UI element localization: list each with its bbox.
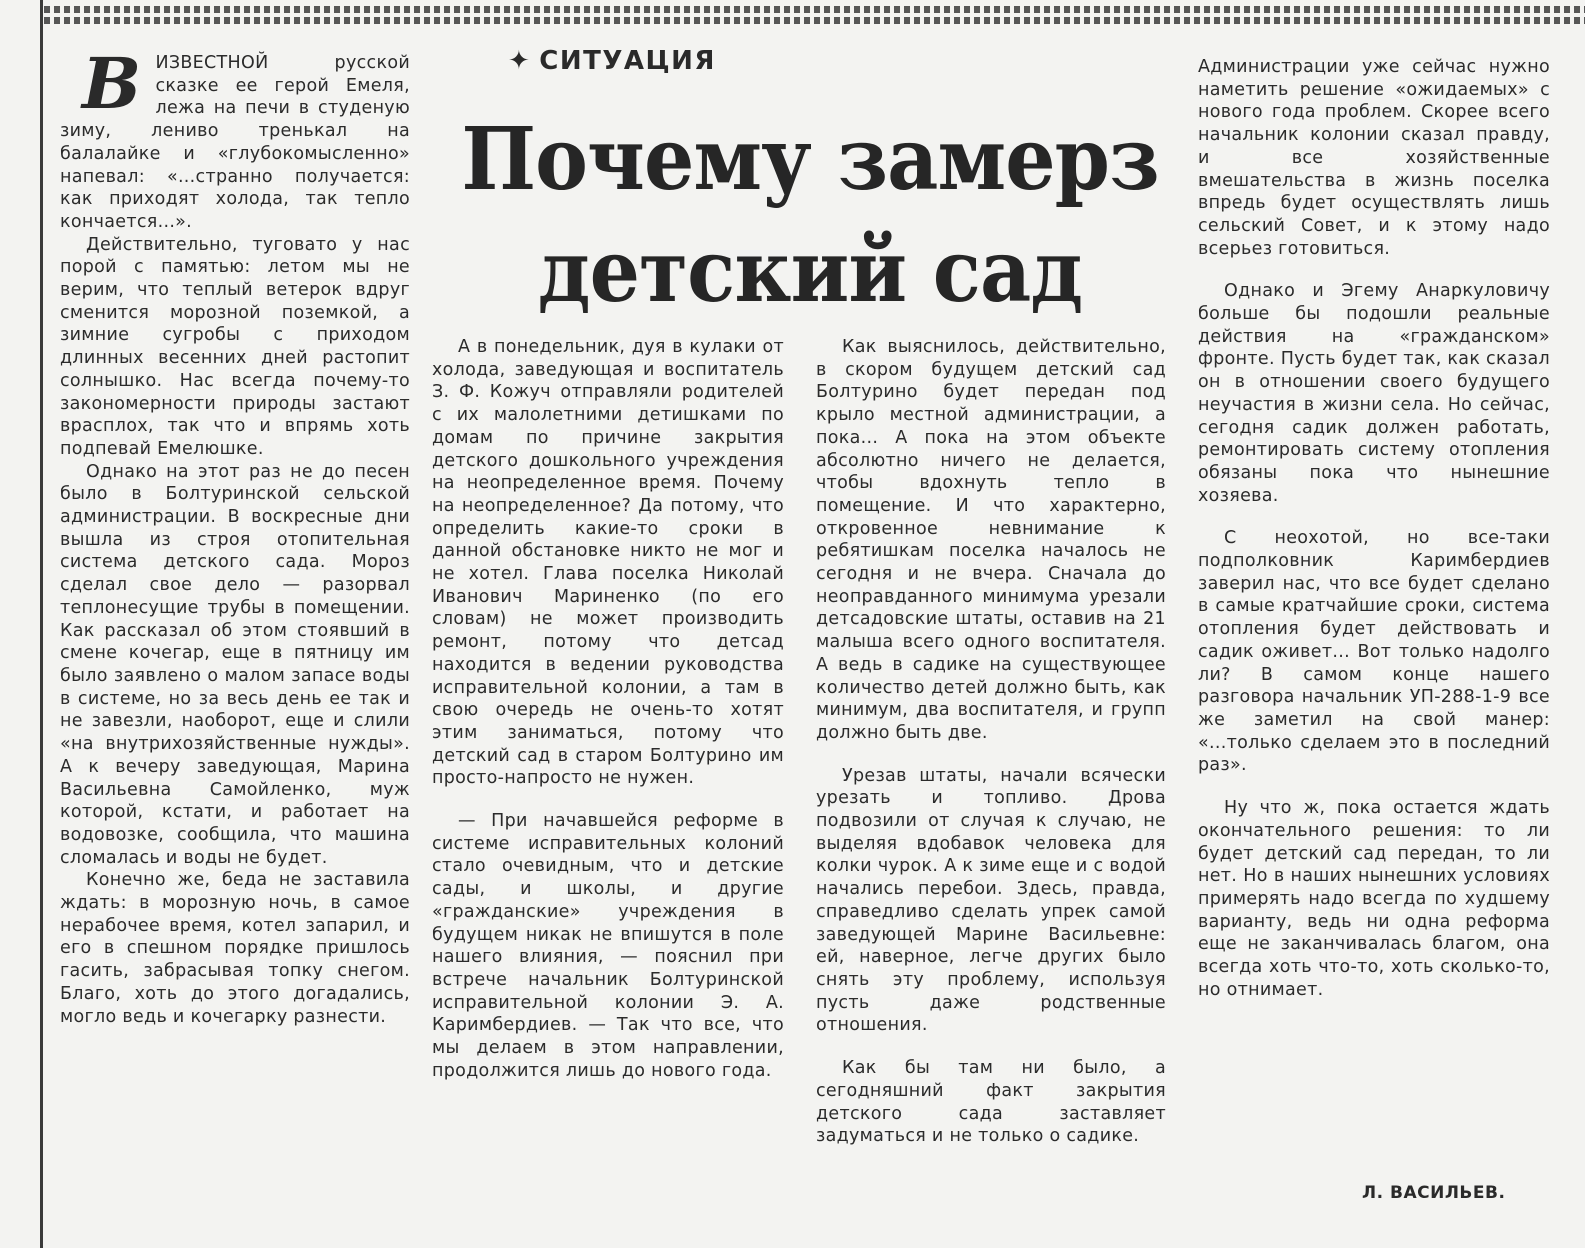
paragraph-text: ИЗВЕСТНОЙ русской сказке ее герой Емеля, лежа на печи в студеную зиму, лениво тренькал на балалайке и «глубокомысленно» напевал: «...странно получается: как приходят холода, так тепло кончается...». bbox=[60, 53, 410, 232]
article-column-1 bbox=[60, 42, 410, 1028]
article-column-2 bbox=[432, 336, 784, 1083]
paragraph: Как выяснилось, действительно, в скором будущем детский сад Болтурино будет передан под крыло местной администрации, а пока... А пока на этом объекте абсолютно ничего не делается, чтобы вдохнуть тепло в помещение. И что характерно, откровенное невнимание к ребятишкам поселка началось не сегодня и не вчера. Сначала до неоправданного минимума урезали детсадовские штаты, оставив на 21 малыша всего одного воспитателя. А ведь в садике на существующее количество детей должно быть, как минимум, два воспитателя, и групп должно быть две. bbox=[816, 337, 1166, 743]
paragraph: А в понедельник, дуя в кулаки от холода, заведующая и воспитатель З. Ф. Кожуч отправляли родителей с их малолетними детишками по домам по причине закрытия детского дошкольного учреждения на неопределенное время. Почему на неопределенное? Да потому, что определить какие-то сроки в данной обстановке никто не мог и не хотел. Глава поселка Николай Иванович Мариненко (по его словам) не может производить ремонт, потому что детсад находится в ведении руководства исправительной колонии, а там в свою очередь не очень-то хотят этим заниматься, потому что детский сад в старом Болтурино им просто-напросто не нужен. bbox=[432, 337, 784, 789]
decorative-top-border bbox=[44, 6, 1585, 24]
column-rule bbox=[40, 0, 43, 1248]
author-signature: Л. ВАСИЛЬЕВ. bbox=[1362, 1183, 1506, 1203]
article-column-3 bbox=[816, 336, 1166, 1148]
article-column-4 bbox=[1198, 56, 1550, 1001]
headline bbox=[460, 104, 1159, 328]
paragraph: Администрации уже сейчас нужно наметить решение «ожидаемых» с нового года проблем. Скорее всего начальник колонии сказал правду, и все хозяйственные вмешательства в жизнь поселка впредь будет осуществлять лишь сельский Совет, и к этому надо всерьез готовиться. bbox=[1198, 57, 1550, 259]
headline-line-2: детский сад bbox=[537, 221, 1083, 322]
paragraph: Действительно, туговато у нас порой с памятью: летом мы не верим, что теплый ветерок вдруг сменится морозной поземкой, а зимние сугробы с приходом длинных весенних дней растопит солнышко. Нас всегда почему-то закономерности природы застают врасплох, так что и впрямь хоть подпевай Емелюшке. bbox=[60, 234, 410, 459]
star-icon: ✦ bbox=[508, 46, 532, 76]
paragraph: Урезав штаты, начали всячески урезать и топливо. Дрова подвозили от случая к случаю, не выделяя вдобавок человека для колки чурок. А к зиме еще и с водой начались перебои. Здесь, правда, справедливо сделать упрек самой заведующей Марине Васильевне: ей, наверное, легче других было снять эту проблему, используя пусть даже родственные отношения. bbox=[816, 765, 1166, 1036]
headline-line-1: Почему замерз bbox=[461, 109, 1159, 210]
dropcap-letter: В bbox=[82, 42, 142, 125]
paragraph: Однако на этот раз не до песен было в Болтуринской сельской администрации. В воскресные дни вышла из строя отопительная система детского сада. Мороз сделал свое дело — разорвал теплонесущие трубы в помещении. Как рассказал об этом стоявший в смене кочегар, еще в пятницу им было заявлено о малом запасе воды в системе, но за весь день ее так и не завезли, наоборот, еще и слили «на внутрихозяйственные нужды». А к вечеру заведующая, Марина Васильевна Самойленко, муж которой, кстати, и работает на водовозке, сообщила, что машина сломалась и воды не будет. bbox=[60, 461, 410, 868]
rubric-text: СИТУАЦИЯ bbox=[539, 46, 716, 76]
paragraph: Ну что ж, пока остается ждать окончательного решения: то ли будет детский сад передан, то ли нет. Но в наших нынешних условиях примерять надо всегда по худшему варианту, ведь ни одна реформа еще не заканчивалась благом, она всегда хоть что-то, хоть сколько-то, но отнимает. bbox=[1198, 798, 1550, 1000]
paragraph: С неохотой, но все-таки подполковник Каримбердиев заверил нас, что все будет сделано в самые кратчайшие сроки, система отопления будет действовать и садик оживет... Вот только надолго ли? В самом конце нашего разговора начальник УП-288-1-9 все же заметил на свой манер: «...только сделаем это в последний раз». bbox=[1198, 528, 1550, 776]
paragraph: — При начавшейся реформе в системе исправительных колоний стало очевидным, что и детские сады, и школы, и другие «гражданские» учреждения в будущем никак не впишутся в поле нашего влияния, — пояснил при встрече начальник Болтуринской исправительной колонии Э. А. Каримбердиев. — Так что все, что мы делаем в этом направлении, продолжится лишь до нового года. bbox=[432, 811, 784, 1081]
paragraph: Конечно же, беда не заставила ждать: в морозную ночь, в самое нерабочее время, котел запарил, и его в спешном порядке пришлось гасить, забрасывая топку снегом. Благо, хоть до этого догадались, могло ведь и кочегарку разнести. bbox=[60, 870, 410, 1027]
paragraph: Как бы там ни было, а сегодняшний факт закрытия детского сада заставляет задуматься и не только о садике. bbox=[816, 1058, 1166, 1147]
rubric-label bbox=[508, 46, 716, 76]
lead-paragraph bbox=[60, 42, 410, 234]
paragraph: Однако и Эгему Анаркуловичу больше бы подошли реальные действия на «гражданском» фронте. Пусть будет так, как сказал он в отношении своего будущего неучастия в жизни села. Но сейчас, сегодня садик должен работать, ремонтировать систему отопления обязаны пока что нынешние хозяева. bbox=[1198, 281, 1550, 506]
